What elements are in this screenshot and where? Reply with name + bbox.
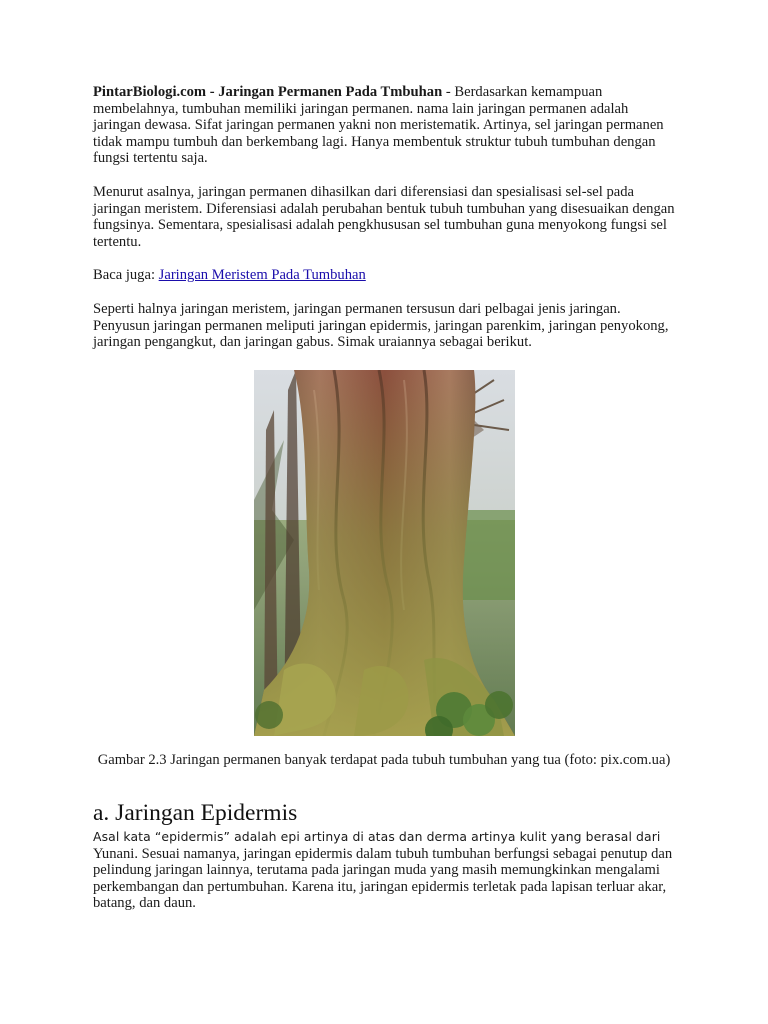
origin-paragraph: Menurut asalnya, jaringan permanen dihasilkan dari diferensiasi dan spesialisasi sel-sel pada jaringan meristem. Diferensiasi adalah perubahan bentuk tubuh tumbuhan yang disesuaikan dengan fungsinya. Sementara, spesialisasi adalah pengkhususan sel tumbuhan guna menyokong fungsi sel tertentu. <box>93 183 675 250</box>
tree-trunk-illustration <box>254 370 515 736</box>
article-title: PintarBiologi.com - Jaringan Permanen Pada Tmbuhan <box>93 84 443 100</box>
composition-paragraph: Seperti halnya jaringan meristem, jaringan permanen tersusun dari pelbagai jenis jaringan. Penyusun jaringan permanen meliputi jaringan epidermis, jaringan parenkim, jaringan penyokong, jaringan pengangkut, dan jaringan gabus. Simak uraiannya sebagai berikut. <box>93 300 669 351</box>
intro-text: - Berdasarkan kemampuan membelahnya, tumbuhan memiliki jaringan permanen. nama lain jaringan permanen adalah jaringan dewasa. Sifat jaringan permanen yakni non meristematik. Artinya, sel jaringan permanen tidak mampu tumbuh dan berkembang lagi. Hanya membentuk struktur tubuh tumbuhan dengan fungsi tertentu saja. <box>93 84 664 167</box>
figure-caption: Gambar 2.3 Jaringan permanen banyak terdapat pada tubuh tumbuhan yang tua (foto: pix.com.ua) <box>97 752 671 768</box>
tree-trunk-photo <box>254 370 515 736</box>
intro-paragraph <box>93 84 675 167</box>
read-also-label: Baca juga: <box>93 267 159 284</box>
article-body <box>93 84 675 351</box>
epidermis-lead: Asal kata “epidermis” adalah epi artinya di atas dan derma artinya kulit yang berasal dari <box>93 829 661 844</box>
read-also-paragraph <box>93 267 675 284</box>
epidermis-paragraph <box>93 829 675 912</box>
section-epidermis <box>93 800 675 912</box>
read-also-link[interactable]: Jaringan Meristem Pada Tumbuhan <box>158 267 366 284</box>
section-heading: a. Jaringan Epidermis <box>93 800 298 826</box>
epidermis-text: Yunani. Sesuai namanya, jaringan epidermis dalam tubuh tumbuhan berfungsi sebagai penutup dan pelindung jaringan lainnya, terutama pada jaringan muda yang masih memungkinkan mengalami perkembangan dan pertumbuhan. Karena itu, jaringan epidermis terletak pada lapisan terluar akar, batang, dan daun. <box>93 845 673 912</box>
